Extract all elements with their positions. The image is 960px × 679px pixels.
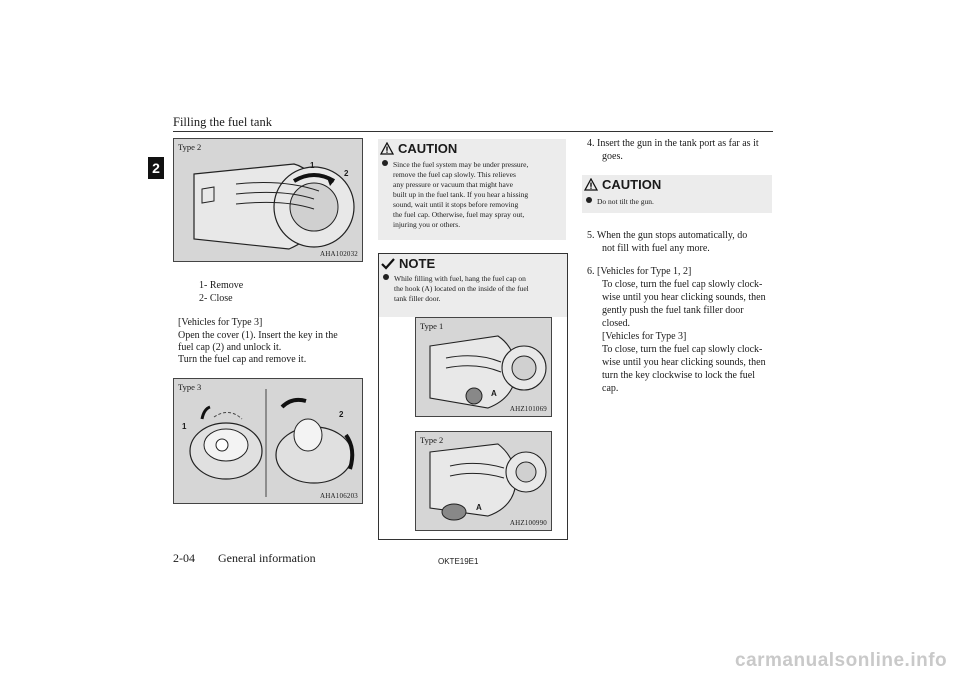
caution-box-right — [582, 175, 772, 213]
chapter-tab: 2 — [148, 157, 164, 179]
note-line: While filling with fuel, hang the fuel cap on — [383, 274, 565, 284]
caution-line: built up in the fuel tank. If you hear a hissing — [393, 190, 529, 199]
caution-text — [382, 160, 564, 230]
caution-line: any pressure or vacuum that might have — [393, 180, 513, 189]
figure-code: AHA102032 — [320, 250, 358, 258]
step-5-line-1: 5. When the gun stops automatically, do — [587, 230, 748, 241]
page-number: 2-04 — [173, 551, 195, 565]
note-box — [378, 253, 568, 540]
figure-type2-cap — [173, 138, 363, 262]
caution-line: the fuel cap. Otherwise, fuel may spray out, — [393, 210, 525, 219]
caution-line: injuring you or others. — [393, 220, 461, 229]
step-6-line-4: gently push the fuel tank filler door — [602, 305, 744, 316]
callout-a: A — [476, 503, 482, 512]
legend-close: 2- Close — [199, 293, 233, 304]
callout-2: 2 — [339, 410, 344, 419]
figure-hook-type1 — [415, 317, 552, 417]
bullet-icon — [383, 274, 389, 280]
figure-type-label: Type 3 — [178, 382, 202, 392]
watermark: carmanualsonline.info — [735, 650, 948, 671]
figure-code: AHZ101069 — [509, 405, 547, 413]
para-line-3: fuel cap (2) and unlock it. — [178, 342, 282, 353]
footer-section: General information — [218, 551, 316, 565]
figure-type-label: Type 2 — [178, 142, 202, 152]
locking-cap-illustration — [174, 379, 362, 503]
step-6-line-9: turn the key clockwise to lock the fuel — [602, 370, 756, 381]
figure-code: AHA106203 — [320, 492, 358, 500]
figure-hook-type2 — [415, 431, 552, 531]
para-line-4: Turn the fuel cap and remove it. — [178, 354, 307, 365]
caution-header — [582, 175, 772, 192]
caution-line: sound, wait until it stops before removing — [393, 200, 519, 209]
warning-triangle-icon — [584, 178, 598, 191]
step-6-line-10: cap. — [602, 383, 619, 394]
step-5-line-2: not fill with fuel any more. — [602, 243, 710, 254]
callout-1: 1 — [182, 422, 187, 431]
hook-type2-illustration — [416, 432, 551, 530]
caution-line: Since the fuel system may be under pressure, — [382, 160, 564, 170]
step-6-line-8: wise until you hear clicking sounds, then — [602, 357, 766, 368]
page-header-title: Filling the fuel tank — [173, 115, 272, 129]
step-6-line-6: [Vehicles for Type 3] — [602, 331, 687, 342]
figure-type3-cap — [173, 378, 363, 504]
hook-type1-illustration — [416, 318, 551, 416]
caution-title: CAUTION — [602, 177, 662, 192]
figure-type-label: Type 2 — [420, 435, 444, 445]
step-6-line-2: To close, turn the fuel cap slowly clock- — [602, 279, 763, 290]
bullet-icon — [382, 160, 388, 166]
note-header — [379, 254, 567, 271]
fuel-door-illustration — [174, 139, 362, 261]
figure-code: AHZ100990 — [509, 519, 547, 527]
caution-line: remove the fuel cap slowly. This relieves — [393, 170, 516, 179]
legend-remove: 1- Remove — [199, 280, 244, 291]
step-4-line-1: 4. Insert the gun in the tank port as far as it — [587, 138, 759, 149]
figure-type-label: Type 1 — [420, 321, 444, 331]
callout-a: A — [491, 389, 497, 398]
checkmark-icon — [381, 258, 395, 270]
step-4-line-2: goes. — [602, 151, 623, 162]
caution-box — [378, 139, 566, 240]
step-6-line-1: 6. [Vehicles for Type 1, 2] — [587, 266, 692, 277]
note-header-area — [379, 254, 567, 317]
note-line: the hook (A) located on the inside of the fuel — [394, 284, 529, 293]
callout-1: 1 — [310, 161, 315, 170]
para-line-1: [Vehicles for Type 3] — [178, 317, 263, 328]
step-6-line-5: closed. — [602, 318, 631, 329]
note-line: tank filler door. — [394, 294, 441, 303]
caution-title: CAUTION — [398, 141, 458, 156]
note-text — [383, 274, 565, 304]
header-rule — [173, 131, 773, 132]
bullet-icon — [586, 197, 592, 203]
step-6-line-3: wise until you hear clicking sounds, then — [602, 292, 766, 303]
para-line-2: Open the cover (1). Insert the key in the — [178, 330, 338, 341]
step-6-line-7: To close, turn the fuel cap slowly clock- — [602, 344, 763, 355]
document-code: OKTE19E1 — [438, 557, 479, 566]
note-title: NOTE — [399, 256, 436, 271]
caution-header — [378, 139, 566, 156]
callout-2: 2 — [344, 169, 349, 178]
caution-text: Do not tilt the gun. — [586, 197, 654, 207]
warning-triangle-icon — [380, 142, 394, 155]
